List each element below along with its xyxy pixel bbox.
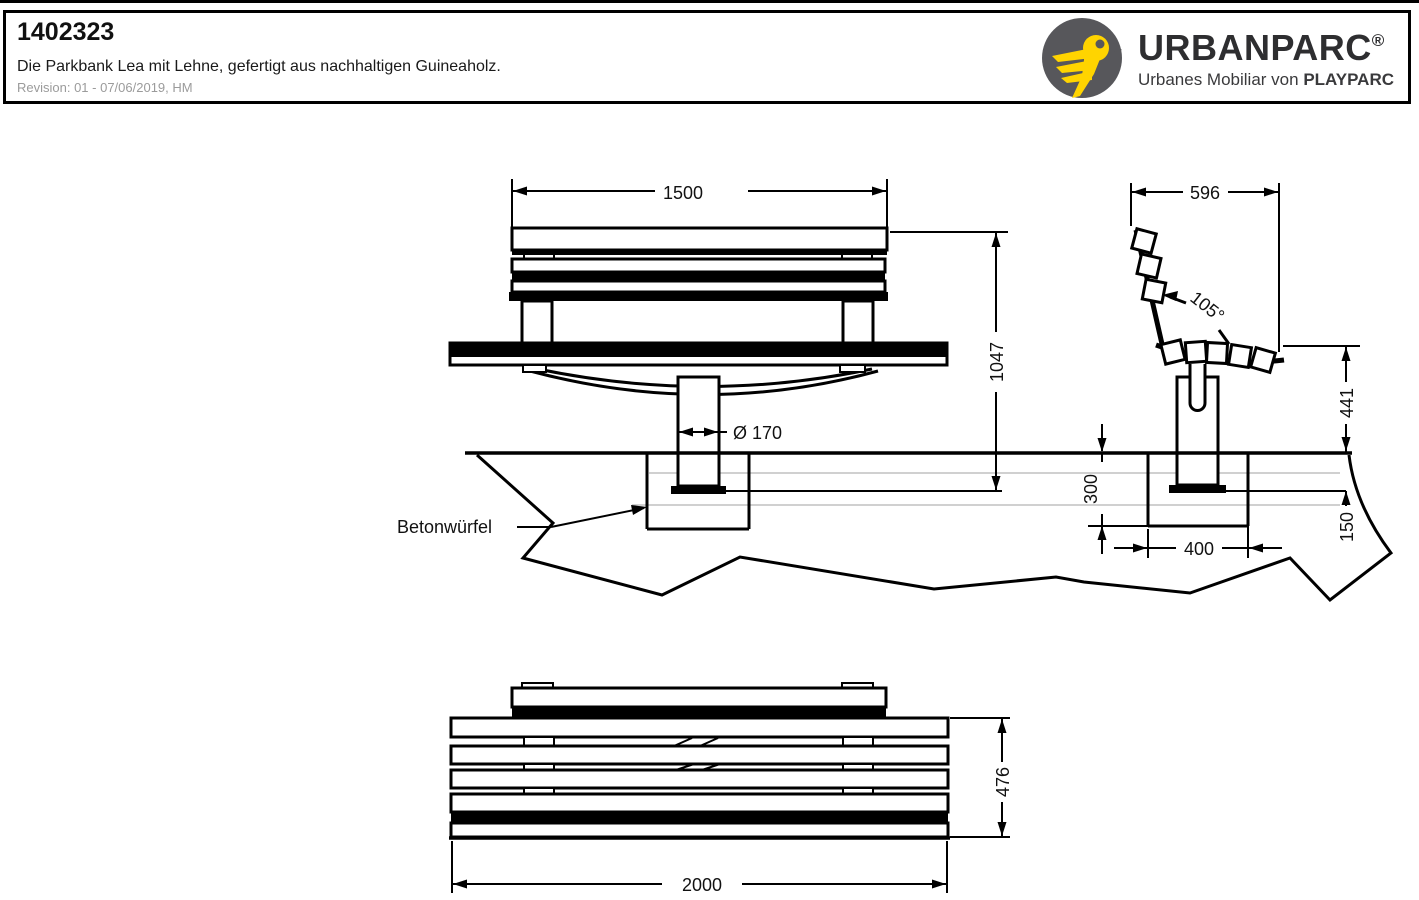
side-view-post — [1177, 364, 1218, 485]
foundation-width-label: 400 — [1183, 539, 1215, 559]
backrest-width-dimension — [512, 179, 887, 228]
overall-height-label: 1047 — [987, 341, 1007, 383]
foundation-label: Betonwürfel — [397, 517, 493, 537]
seat-depth-label: 596 — [1189, 183, 1221, 203]
plan-view-bench — [449, 683, 950, 838]
anchor-depth-label: 150 — [1337, 511, 1357, 543]
backrest-angle-label: 105° — [1186, 287, 1229, 327]
side-view-backrest — [1132, 229, 1166, 344]
ground-break-line — [477, 455, 1391, 600]
brand-tagline: Urbanes Mobiliar von PLAYPARC — [1137, 70, 1394, 89]
post-diameter-label: Ø 170 — [733, 423, 783, 443]
revision-text: Revision: 01 - 07/06/2019, HM — [17, 79, 193, 95]
front-view-seat — [450, 342, 947, 372]
bench-depth-label: 476 — [993, 766, 1013, 798]
anchor-depth-dimension — [1337, 491, 1357, 542]
seat-height-label: 441 — [1337, 387, 1357, 419]
foundation-depth-dimension — [1081, 424, 1107, 554]
seat-height-dimension — [1283, 346, 1360, 452]
brand-name: URBANPARC® — [1137, 27, 1385, 68]
foundation-depth-label: 300 — [1081, 473, 1101, 505]
foundation-callout — [397, 505, 647, 537]
side-view-seat — [1156, 340, 1284, 372]
front-view-backrest — [509, 228, 888, 343]
front-post-baseplate — [671, 486, 726, 494]
backrest-angle-annotation — [1162, 287, 1229, 344]
drawing-number: 1402323 — [17, 18, 115, 46]
side-post-baseplate — [1169, 485, 1226, 493]
bench-length-label: 2000 — [681, 875, 723, 895]
bench-depth-dimension — [950, 718, 1013, 837]
backrest-width-label: 1500 — [662, 183, 704, 203]
drawing-description: Die Parkbank Lea mit Lehne, gefertigt aus nachhaltigen Guineaholz. — [17, 57, 501, 75]
registered-mark: ® — [1371, 31, 1385, 50]
bench-length-dimension — [452, 841, 947, 895]
